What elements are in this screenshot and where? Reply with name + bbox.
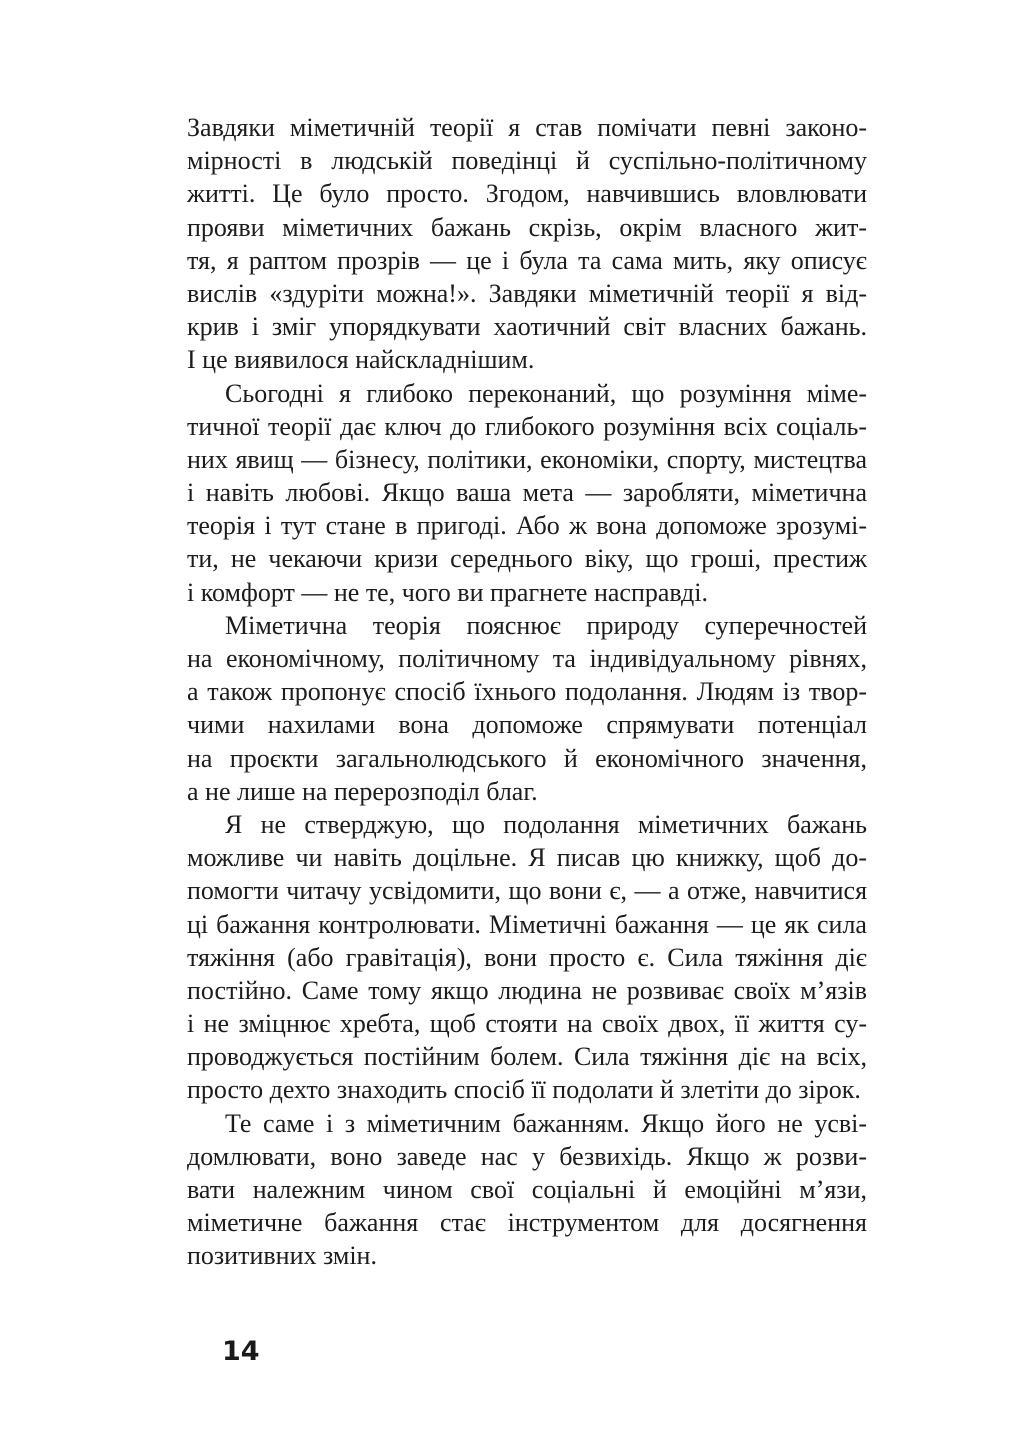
paragraph <box>187 1107 867 1273</box>
text-line-content: і навіть любові. Якщо ваша мета — заробляти, міметична <box>187 478 868 508</box>
text-line <box>187 609 867 642</box>
text-line-content: них явищ — бізнесу, політики, економіки, спорту, мистецтва <box>187 444 867 474</box>
text-line-content: міметичне бажання стає інструментом для досягнення <box>187 1208 868 1238</box>
text-line-content: а не лише на перерозподіл благ. <box>187 776 538 806</box>
page-number: 14 <box>222 1336 260 1367</box>
paragraph <box>187 808 867 1107</box>
text-line-content: просто дехто знаходить спосіб її подолати й злетіти до зірок. <box>187 1075 861 1105</box>
text-line <box>187 1206 867 1239</box>
text-line-content: вати належним чином свої соціальні й емоційні м’язи, <box>187 1175 867 1204</box>
paragraph <box>187 377 867 609</box>
text-line <box>187 476 867 509</box>
text-line <box>187 343 867 376</box>
text-line <box>187 642 867 675</box>
text-line-content: а також пропонує спосіб їхнього подолання. Людям із твор- <box>187 677 867 707</box>
text-line <box>187 310 867 343</box>
text-line-content: крив і зміг упорядкувати хаотичний світ власних бажань. <box>187 312 868 342</box>
text-line-content: тичної теорії дає ключ до глибокого розуміння всіх соціаль- <box>187 411 867 441</box>
text-line <box>187 808 867 841</box>
text-line-content: чими нахилами вона допоможе спрямувати потенціал <box>187 710 867 740</box>
text-line-content: Я не стверджую, що подолання міметичних бажань <box>225 809 868 839</box>
text-line-content: і комфорт — не те, чого ви прагнете насправді. <box>187 577 709 607</box>
text-line-content: постійно. Саме тому якщо людина не розвиває своїх м’язів <box>187 975 868 1005</box>
text-line <box>187 1040 867 1073</box>
text-line-content: І це виявилося найскладнішим. <box>187 345 535 375</box>
paragraph <box>187 609 867 808</box>
text-line-content: теорія і тут стане в пригоді. Або ж вона допоможе зрозумі- <box>187 511 868 541</box>
text-line <box>187 908 867 941</box>
text-line <box>187 443 867 476</box>
text-line <box>187 708 867 741</box>
text-line <box>187 377 867 410</box>
paragraph <box>187 111 867 377</box>
text-line-content: Сьогодні я глибоко переконаний, що розуміння міме- <box>225 378 868 408</box>
text-line <box>187 742 867 775</box>
text-block <box>187 111 867 1273</box>
text-line <box>187 841 867 874</box>
text-line <box>187 410 867 443</box>
text-line-content: ти, не чекаючи кризи середнього віку, що гроші, престиж <box>187 544 868 574</box>
text-line <box>187 1173 867 1206</box>
text-line-content: позитивних змін. <box>187 1241 377 1271</box>
text-line <box>187 1107 867 1140</box>
text-line <box>187 1239 867 1272</box>
text-line <box>187 111 867 144</box>
text-line-content: вислів «здуріти можна!». Завдяки міметичній теорії я від- <box>187 278 868 308</box>
text-line <box>187 974 867 1007</box>
text-line-content: можливе чи навіть доцільне. Я писав цю книжку, щоб до- <box>187 843 867 873</box>
text-line <box>187 941 867 974</box>
text-line-content: житті. Це було просто. Згодом, навчившись вловлювати <box>187 179 868 209</box>
text-line-content: тяжіння (або гравітація), вони просто є. Сила тяжіння діє <box>187 942 867 972</box>
text-line <box>187 874 867 907</box>
text-line <box>187 211 867 244</box>
text-line-content: Завдяки міметичній теорії я став помічати певні законо- <box>187 113 868 142</box>
text-line-content: на економічному, політичному та індивідуальному рівнях, <box>187 644 867 673</box>
text-line-content: ці бажання контролювати. Міметичні бажання — це як сила <box>187 909 867 939</box>
text-line-content: прояви міметичних бажань скрізь, окрім власного жит- <box>187 212 867 242</box>
text-line-content: проводжується постійним болем. Сила тяжіння діє на всіх, <box>187 1042 867 1072</box>
text-line <box>187 177 867 210</box>
text-line <box>187 775 867 808</box>
text-line-content: на проєкти загальнолюдського й економічного значення, <box>187 743 867 773</box>
text-line <box>187 1073 867 1106</box>
text-line <box>187 144 867 177</box>
text-line <box>187 277 867 310</box>
text-line <box>187 675 867 708</box>
text-line-content: помогти читачу усвідомити, що вони є, — а отже, навчитися <box>187 876 868 906</box>
text-line <box>187 1007 867 1040</box>
text-line-content: тя, я раптом прозрів — це і була та сама мить, яку описує <box>187 245 867 275</box>
text-line <box>187 542 867 575</box>
text-line-content: мірності в людській поведінці й суспільно-політичному <box>187 146 867 176</box>
text-line-content: і не зміцнює хребта, щоб стояти на своїх двох, її життя су- <box>187 1009 868 1039</box>
text-line-content: домлювати, воно заведе нас у безвихідь. Якщо ж розви- <box>187 1141 868 1171</box>
text-line <box>187 1140 867 1173</box>
text-line <box>187 244 867 277</box>
text-line-content: Міметична теорія пояснює природу суперечностей <box>225 610 868 640</box>
text-line-content: Те саме і з міметичним бажанням. Якщо його не усві- <box>225 1108 868 1138</box>
text-line <box>187 576 867 609</box>
text-line <box>187 509 867 542</box>
